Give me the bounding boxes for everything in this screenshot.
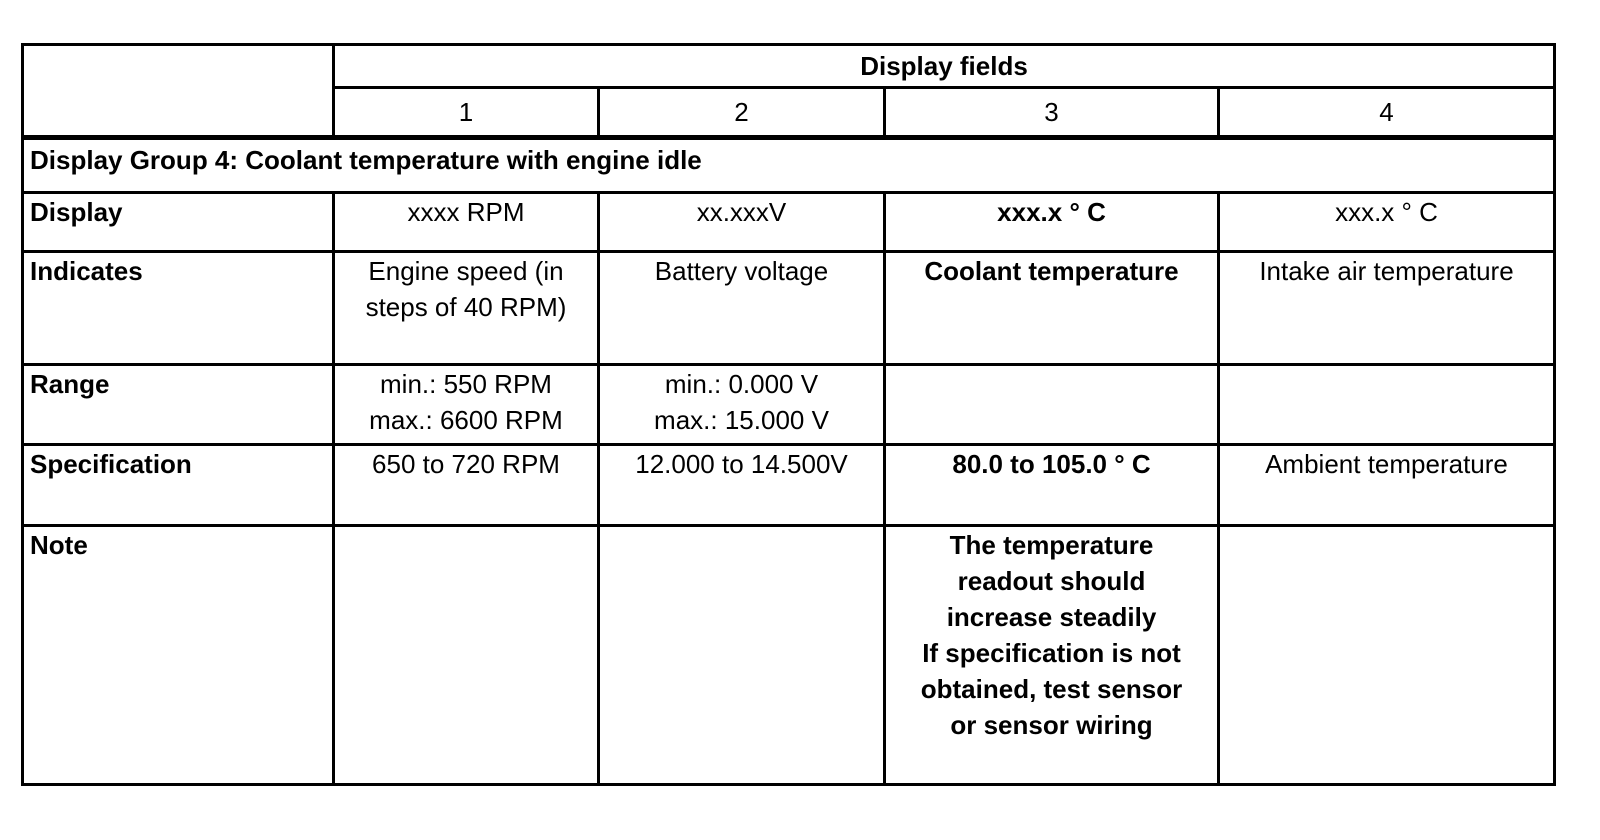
column-number-4: 4 <box>1219 88 1555 138</box>
range-field-4 <box>1219 365 1555 445</box>
row-label-display: Display <box>23 193 334 252</box>
specification-field-1: 650 to 720 RPM <box>334 445 599 526</box>
indicates-field-1: Engine speed (in steps of 40 RPM) <box>334 252 599 365</box>
header-corner-cell <box>23 45 334 138</box>
table-row-note <box>23 526 1555 785</box>
specification-field-4: Ambient temperature <box>1219 445 1555 526</box>
display-fields-header: Display fields <box>334 45 1555 88</box>
display-field-4: xxx.x ° C <box>1219 193 1555 252</box>
display-field-1: xxxx RPM <box>334 193 599 252</box>
column-number-3: 3 <box>885 88 1219 138</box>
note-field-1 <box>334 526 599 785</box>
display-group-table <box>21 43 1556 786</box>
display-field-2: xx.xxxV <box>599 193 885 252</box>
row-label-note: Note <box>23 526 334 785</box>
display-field-3: xxx.x ° C <box>885 193 1219 252</box>
table-row-specification <box>23 445 1555 526</box>
note-field-2 <box>599 526 885 785</box>
column-number-1: 1 <box>334 88 599 138</box>
header-row <box>23 45 1555 88</box>
note-field-4 <box>1219 526 1555 785</box>
row-label-specification: Specification <box>23 445 334 526</box>
note-field-3: The temperature readout should increase steadily If specification is not obtained, test sensor or sensor wiring <box>885 526 1219 785</box>
display-group-title: Display Group 4: Coolant temperature with engine idle <box>23 138 1555 193</box>
table-row-display <box>23 193 1555 252</box>
table-row-range <box>23 365 1555 445</box>
range-field-1: min.: 550 RPM max.: 6600 RPM <box>334 365 599 445</box>
indicates-field-3: Coolant temperature <box>885 252 1219 365</box>
range-field-2: min.: 0.000 V max.: 15.000 V <box>599 365 885 445</box>
group-title-row <box>23 138 1555 193</box>
row-label-indicates: Indicates <box>23 252 334 365</box>
column-number-2: 2 <box>599 88 885 138</box>
indicates-field-2: Battery voltage <box>599 252 885 365</box>
specification-field-3: 80.0 to 105.0 ° C <box>885 445 1219 526</box>
specification-field-2: 12.000 to 14.500V <box>599 445 885 526</box>
range-field-3 <box>885 365 1219 445</box>
row-label-range: Range <box>23 365 334 445</box>
table-row-indicates <box>23 252 1555 365</box>
indicates-field-4: Intake air temperature <box>1219 252 1555 365</box>
